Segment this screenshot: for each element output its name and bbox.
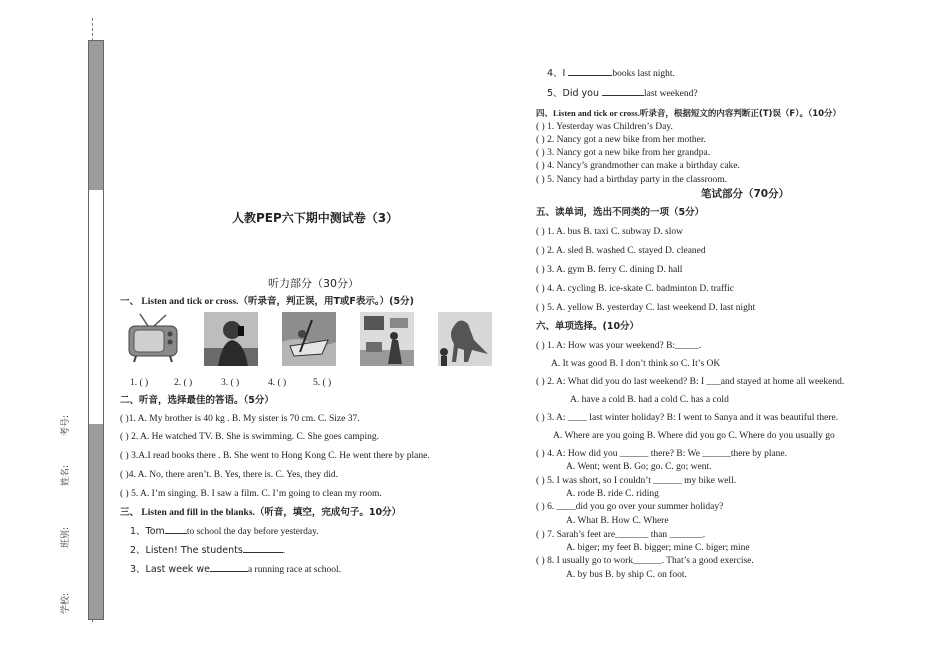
s2-title: 二、听音，选择最佳的答语。（5分） bbox=[120, 395, 274, 406]
s1-answer-1[interactable]: 1. ( ) bbox=[130, 378, 149, 388]
binding-strip-gap bbox=[88, 190, 104, 424]
s1-answer-5[interactable]: 5. ( ) bbox=[313, 378, 332, 388]
writing-header: 笔试部分（70分） bbox=[701, 188, 790, 200]
s3-item-5: 5、Did you last weekend? bbox=[547, 88, 698, 99]
s3-item-2: 2、Listen! The students . bbox=[130, 545, 286, 556]
page-title: 人教PEP六下期中测试卷（3） bbox=[232, 211, 399, 225]
blank[interactable] bbox=[568, 75, 612, 76]
blank[interactable] bbox=[243, 552, 283, 553]
s4-title: 四、Listen and tick or cross.听录音，根据短文的内容判断正(T)误（F）。（10分） bbox=[536, 108, 842, 119]
s5-item-2: ( ) 2. A. sled B. washed C. stayed D. cleaned bbox=[536, 246, 706, 256]
number-label: 考号: bbox=[61, 414, 71, 436]
blank[interactable] bbox=[165, 533, 187, 534]
s6-q5-options: A. rode B. ride C. riding bbox=[566, 489, 659, 499]
tv-picture bbox=[126, 312, 180, 366]
s6-q7: ( ) 7. Sarah’s feet are_______ than _______. bbox=[536, 530, 706, 540]
s1-answer-4[interactable]: 4. ( ) bbox=[268, 378, 287, 388]
name-label: 姓名: bbox=[61, 464, 71, 486]
s6-q5: ( ) 5. I was short, so I couldn’t ______ my bike well. bbox=[536, 476, 737, 486]
s5-item-5: ( ) 5. A. yellow B. yesterday C. last weekend D. last night bbox=[536, 303, 756, 313]
s6-q6-options: A. What B. How C. Where bbox=[566, 516, 669, 526]
s3-item-3: 3、Last week we a running race at school. bbox=[130, 564, 342, 575]
s2-item-3: ( ) 3.A.I read books there . B. She went to Hong Kong C. He went there by plane. bbox=[120, 451, 430, 461]
blank[interactable] bbox=[210, 571, 248, 572]
dinosaur-picture bbox=[438, 312, 492, 366]
s6-title: 六、单项选择。(10分） bbox=[536, 321, 640, 332]
s1-answer-3[interactable]: 3. ( ) bbox=[221, 378, 240, 388]
room-picture bbox=[360, 312, 414, 366]
s6-q4: ( ) 4. A: How did you ______ there? B: We ______there by plane. bbox=[536, 449, 788, 459]
s6-q3: ( ) 3. A: ____ last winter holiday? B: I went to Sanya and it was beautiful there. bbox=[536, 413, 839, 423]
s4-item-5: ( ) 5. Nancy had a birthday party in the classroom. bbox=[536, 175, 727, 185]
s5-item-4: ( ) 4. A. cycling B. ice-skate C. badminton D. traffic bbox=[536, 284, 734, 294]
s6-q1-options: A. It was good B. I don’t think so C. It’s OK bbox=[551, 359, 721, 369]
s2-item-2: ( ) 2. A. He watched TV. B. She is swimming. C. She goes camping. bbox=[120, 432, 380, 442]
listening-header: 听力部分（30分） bbox=[268, 277, 359, 290]
s6-q7-options: A. biger; my feet B. bigger; mine C. biger; mine bbox=[566, 543, 750, 553]
man-phone-picture bbox=[204, 312, 258, 366]
s6-q6: ( ) 6. ____did you go over your summer holiday? bbox=[536, 502, 724, 512]
blank[interactable] bbox=[602, 95, 644, 96]
s1-title: 一、 Listen and tick or cross.（听录音，判正误，用T或F表示。）(5分) bbox=[120, 296, 414, 307]
s3-title: 三、 Listen and fill in the blanks.（听音，填空，完成句子。10分） bbox=[120, 507, 402, 518]
school-label: 学校: bbox=[61, 592, 71, 614]
boat-picture bbox=[282, 312, 336, 366]
s6-q2-options: A. have a cold B. had a cold C. has a cold bbox=[570, 395, 729, 405]
class-label: 班别: bbox=[61, 526, 71, 548]
s2-item-4: ( )4. A. No, there aren’t. B. Yes, there is. C. Yes, they did. bbox=[120, 470, 339, 480]
s6-q1: ( ) 1. A: How was your weekend? B:_____. bbox=[536, 341, 702, 351]
s6-q8: ( ) 8. I usually go to work______. That’s a good exercise. bbox=[536, 556, 754, 566]
s3-item-1: 1、Tom to school the day before yesterday. bbox=[130, 526, 319, 537]
s4-item-4: ( ) 4. Nancy’s grandmother can make a birthday cake. bbox=[536, 161, 740, 171]
s4-item-2: ( ) 2. Nancy got a new bike from her mother. bbox=[536, 135, 706, 145]
s3-item-4: 4、I books last night. bbox=[547, 68, 675, 79]
s2-item-1: ( )1. A. My brother is 40 kg . B. My sister is 70 cm. C. Size 37. bbox=[120, 414, 360, 424]
s6-q3-options: A. Where are you going B. Where did you go C. Where do you usually go bbox=[553, 431, 835, 441]
s5-item-3: ( ) 3. A. gym B. ferry C. dining D. hall bbox=[536, 265, 683, 275]
s6-q2: ( ) 2. A: What did you do last weekend? B: I ___and stayed at home all weekend. bbox=[536, 377, 845, 387]
s6-q4-options: A. Went; went B. Go; go. C. go; went. bbox=[566, 462, 712, 472]
s4-item-3: ( ) 3. Nancy got a new bike from her grandpa. bbox=[536, 148, 711, 158]
s4-item-1: ( ) 1. Yesterday was Children’s Day. bbox=[536, 122, 673, 132]
s6-q8-options: A. by bus B. by ship C. on foot. bbox=[566, 570, 687, 580]
s5-title: 五、读单词，选出不同类的一项（5分） bbox=[536, 207, 705, 218]
s2-item-5: ( ) 5. A. I’m singing. B. I saw a film. C. I’m going to clean my room. bbox=[120, 489, 382, 499]
s1-answer-2[interactable]: 2. ( ) bbox=[174, 378, 193, 388]
s5-item-1: ( ) 1. A. bus B. taxi C. subway D. slow bbox=[536, 227, 683, 237]
